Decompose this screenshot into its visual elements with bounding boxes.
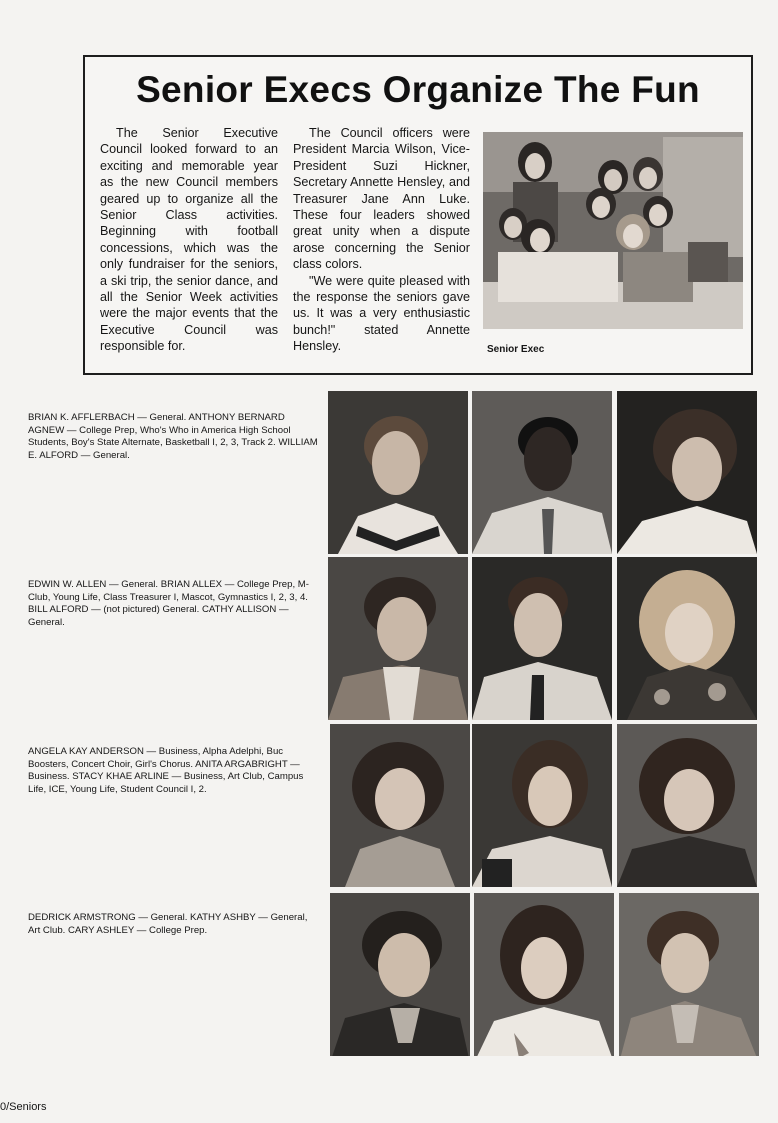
portrait [472, 724, 612, 887]
row-3-caption: ANGELA KAY ANDERSON — Business, Alpha Adelphi, Buc Boosters, Concert Choir, Girl's Chorus. ANITA ARGABRIGHT — Business. STACY KHAE ARLINE — Business, Art Club, Campus Life, ICE, Young Life, Student Council I, 2. [28, 746, 304, 795]
article-column-2 [293, 125, 470, 355]
portrait [330, 893, 470, 1056]
portrait [617, 557, 757, 720]
article-column-1 [100, 125, 278, 355]
row-1-caption: BRIAN K. AFFLERBACH — General. ANTHONY BERNARD AGNEW — College Prep, Who's Who in America High School Students, Boy's State Alternate, Basketball I, 2, 3, Track 2. WILLIAM E. ALFORD — General. [28, 412, 318, 461]
portrait [328, 391, 468, 554]
article-headline: Senior Execs Organize The Fun [136, 69, 700, 110]
group-photo [483, 132, 743, 329]
article-paragraph: "We were quite pleased with the response the seniors gave us. It was a very enthusiastic bunch!" stated Annette Hensley. [293, 273, 470, 354]
portrait [474, 893, 614, 1056]
photo-caption: Senior Exec [487, 344, 545, 355]
portrait [330, 724, 470, 887]
portrait [617, 724, 757, 887]
portrait [617, 391, 757, 554]
portrait [472, 391, 612, 554]
article-paragraph: The Senior Executive Council looked forward to an exciting and memorable year as the new Council members geared up to organize all the Senior Class activities. Beginning with football concessions, which was the only fundraiser for the seniors, a ski trip, the senior dance, and all the Senior Week activities were the major events that the Executive Council was responsible for. [100, 126, 278, 354]
portrait [328, 557, 468, 720]
article-paragraph: The Council officers were President Marcia Wilson, Vice-President Suzi Hickner, Secretary Annette Hensley, and Treasurer Jane Ann Luke. These four leaders showed great unity when a dispute arose concerning the Senior class colors. [293, 126, 470, 272]
page-footer: 0/Seniors [0, 1101, 47, 1113]
feature-article-box [83, 55, 753, 375]
portrait [619, 893, 759, 1056]
row-4-caption: DEDRICK ARMSTRONG — General. KATHY ASHBY — General, Art Club. CARY ASHLEY — College Prep. [28, 912, 308, 936]
row-2-caption: EDWIN W. ALLEN — General. BRIAN ALLEX — College Prep, M-Club, Young Life, Class Treasurer I, Mascot, Gymnastics I, 2, 3, 4. BILL ALFORD — (not pictured) General. CATHY ALLISON — General. [28, 579, 309, 628]
portrait [472, 557, 612, 720]
